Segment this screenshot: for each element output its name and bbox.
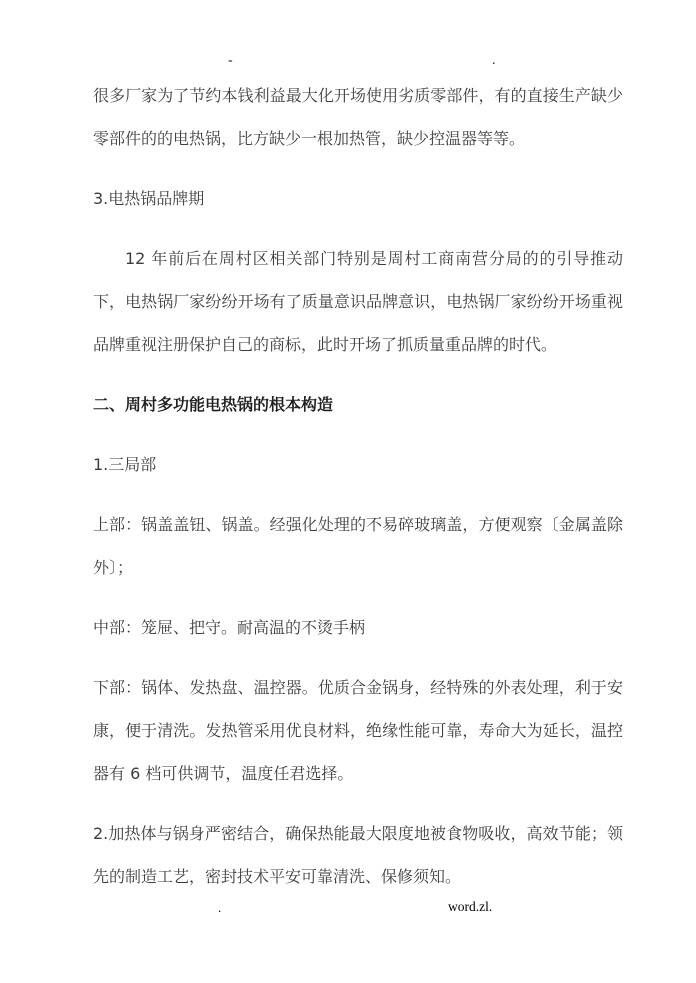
section-title-structure: 二、周村多功能电热锅的根本构造 [93, 395, 334, 414]
footer-watermark: word.zl. [448, 899, 493, 914]
paragraph-lower-part: 下部：锅体、发热盘、温控器。优质合金锅身，经特殊的外表处理，利于安康，便于清洗。发热管采用优良材料，绝缘性能可靠，寿命大为延长，温控器有 6 档可供调节，温度任君选择。 [93, 678, 623, 783]
subheading-three-parts: 1.三局部 [93, 455, 157, 474]
paragraph-brand-era: 12 年前后在周村区相关部门特别是周村工商南营分局的的引导推动下，电热锅厂家纷纷开场有了质量意识品牌意识，电热锅厂家纷纷开场重视品牌重视注册保护自己的商标，此时开场了抓质量重品牌的时代。 [93, 249, 623, 354]
header-dash-mark: - [228, 53, 233, 68]
paragraph-upper-part: 上部：锅盖盖钮、锅盖。经强化处理的不易碎玻璃盖，方便观察〔金属盖除外〕； [93, 515, 623, 577]
header-dot-mark: . [492, 53, 496, 68]
paragraph-heating-body: 2.加热体与锅身严密结合，确保热能最大限度地被食物吸收，高效节能；领先的制造工艺，密封技术平安可靠清洗、保修须知。 [93, 824, 623, 886]
document-body [93, 74, 623, 915]
footer-dot-mark: . [218, 900, 222, 915]
subheading-brand-period: 3.电热锅品牌期 [93, 189, 205, 208]
paragraph-middle-part: 中部：笼屉、把守。耐高温的不烫手柄 [93, 618, 366, 637]
paragraph-defective-parts: 很多厂家为了节约本钱利益最大化开场使用劣质零部件，有的直接生产缺少零部件的的电热锅，比方缺少一根加热管，缺少控温器等等。 [93, 86, 623, 148]
